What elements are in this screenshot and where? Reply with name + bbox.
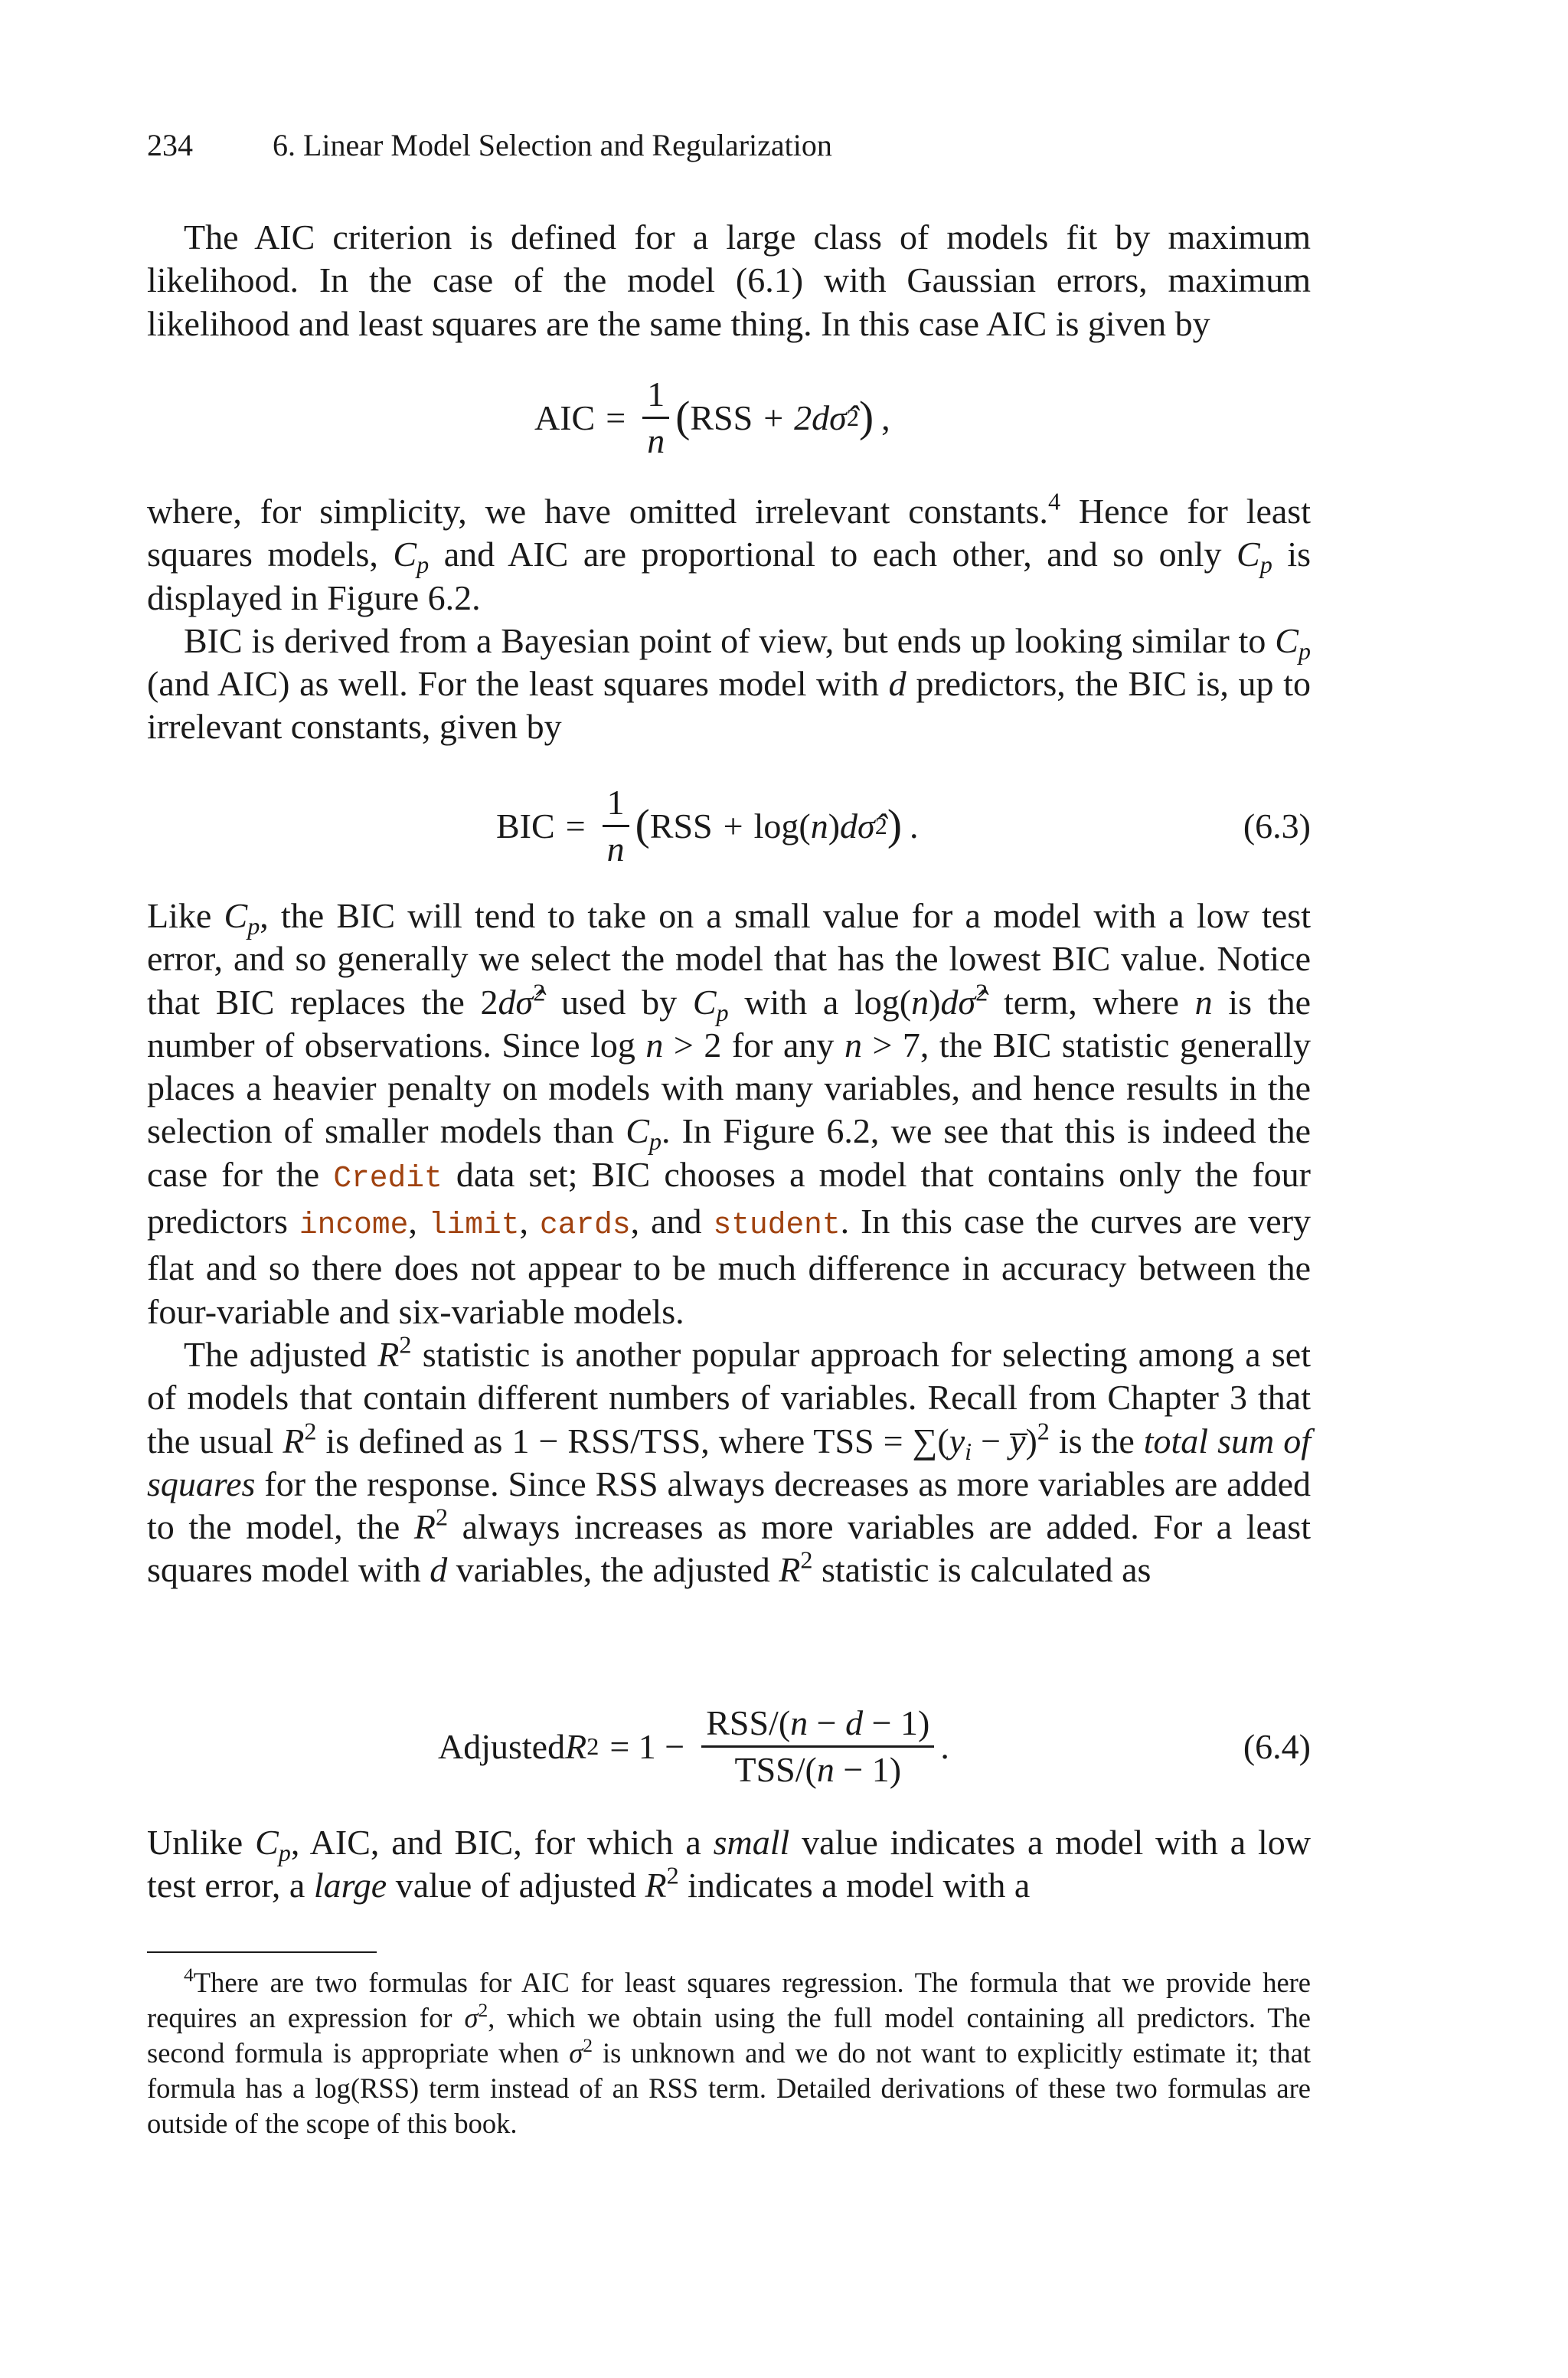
equation-number: (6.3): [1243, 806, 1311, 846]
paragraph-unlike: Unlike $C_p$, AIC, and BIC, for which a small value indicates a model with a low test error, a large value of adjusted $R^2$ indicates a model with a: [147, 1823, 1311, 1905]
equation-adjusted-r2: Adjusted R 2 = 1 − $\frac{\text{RSS/(n − d − 1)}}{\text{TSS/(n − 1)}}$ . (6.4): [147, 1689, 1311, 1804]
code-credit: Credit: [333, 1160, 443, 1196]
paragraph-text: The AIC criterion is defined for a large class of models fit by maximum likelihood. In the case of the model (6.1) with Gaussian errors, maximum likelihood and least squares are the same thing. In this case AIC is given by: [147, 218, 1311, 343]
eq-fraction: $\frac{1}{n}$: [642, 375, 669, 460]
footnote-mark: 4: [1047, 487, 1061, 515]
paragraph-aic-note: where, for simplicity, we have omitted irrelevant constants.$^4$ Hence for least squares models, $C_p$ and AIC are proportional to each other, and so only $C_p$ is displayed in Figure 6.2. BIC is derived from a Bayesian point of view, but ends up looking similar to $C_p$ (and AIC) as well. For the least squares model with d predictors, the BIC is, up to irrelevant constants, given by: [147, 487, 1312, 747]
running-head: [147, 127, 832, 164]
equation-aic: AIC = $\frac{1}{n}$ ( RSS + 2d σ̂ 2 ) ,: [534, 374, 890, 460]
code-cards: cards: [539, 1208, 631, 1243]
code-student: student: [713, 1208, 841, 1243]
paragraph-aic-intro: [147, 216, 1311, 345]
footnote-rule: [147, 1951, 377, 1953]
footnote-number: 4: [184, 1963, 194, 1986]
code-limit: limit: [428, 1208, 520, 1243]
page-number: 234: [147, 128, 193, 162]
chapter-title: 6. Linear Model Selection and Regularization: [273, 128, 832, 162]
footnote: $^4$There are two formulas for AIC for least squares regression. The formula that we provide here requires an expression for $\sigma^2$, which we obtain using the full model containing all predictors. The second formula is appropriate when $\sigma^2$ is unknown and we do not want to explicitly estimate it; that formula has a log(RSS) term instead of an RSS term. Detailed derivations of these two formulas are outside of the scope of this book.: [147, 1963, 1312, 2139]
eq-lhs: AIC: [534, 397, 596, 437]
equation-number: (6.4): [1243, 1726, 1311, 1766]
equation-bic: BIC = $\frac{1}{n}$ ( RSS + log( n ) d σ̂ 2 ) . (6.3): [147, 768, 1311, 883]
code-income: income: [299, 1208, 409, 1243]
paragraph-bic-discussion: Like $C_p$, the BIC will tend to take on a small value for a model with a low test error, and so generally we select the model that has the lowest BIC value. Notice that BIC replaces the 2dσ̂$^2$ used by $C_p$ with a log(n)dσ̂$^2$ term, where n is the number of observations. Since log n > 2 for any n > 7, the BIC statistic generally places a heavier penalty on models with many variables, and hence results in the selection of smaller models than $C_p$. In Figure 6.2, we see that this is indeed the case for the Credit data set; BIC chooses a model that contains only the four predictors income, limit, cards, and student. In this case the curves are very flat and so there does not appear to be much difference in accuracy between the four-variable and six-variable models. The adjusted $R^2$ statistic is another popular approach for selecting among a set of models that contain different numbers of variables. Recall from Chapter 3 that the usual $R^2$ is defined as 1 − RSS/TSS, where TSS = $\sum(y_i$ − y̅)$^2$ is the total sum of squares for the response. Since RSS always decreases as more variables are added to the model, the $R^2$ always increases as more variables are added. For a least squares model with d variables, the adjusted $R^2$ statistic is calculated as: [147, 895, 1311, 1592]
paragraph-adjusted-r2: The adjusted $R^2$ statistic is another popular approach for selecting among a set of models that contain different numbers of variables. Recall from Chapter 3 that the usual $R^2$ is defined as 1 − RSS/TSS, where TSS = $\sum(y_i$ − y̅)$^2$ is the total sum of squares for the response. Since RSS always decreases as more variables are added to the model, the $R^2$ always increases as more variables are added. For a least squares model with d variables, the adjusted $R^2$ statistic is calculated as: [147, 1330, 1311, 1590]
